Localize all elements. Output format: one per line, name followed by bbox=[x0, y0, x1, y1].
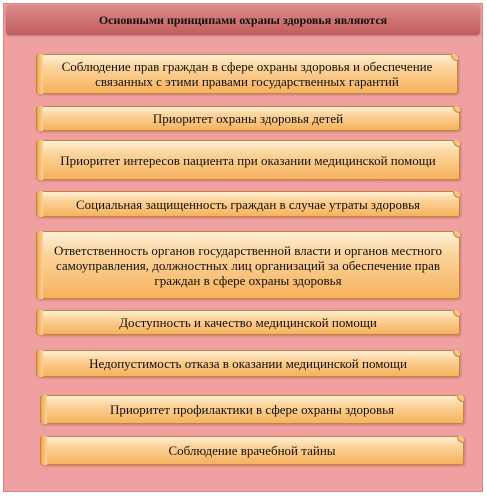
diagram-header bbox=[6, 5, 480, 35]
principle-box-confidentiality bbox=[40, 436, 464, 465]
principle-box-rights bbox=[36, 54, 458, 94]
header-title: Основными принципами охраны здоровья являются bbox=[98, 12, 388, 27]
principle-box-children bbox=[36, 106, 460, 131]
principle-box-patient-interests bbox=[36, 140, 460, 180]
principle-text: Ответственность органов государственной власти и органов местного самоуправления, должностных лиц организаций за обеспечение прав граждан в сфере охраны здоровья bbox=[53, 242, 442, 288]
principle-text: Доступность и качество медицинской помощи bbox=[119, 315, 377, 330]
principle-box-prevention bbox=[40, 395, 464, 424]
principle-box-no-refusal bbox=[36, 350, 460, 377]
principle-text: Недопустимость отказа в оказании медицинской помощи bbox=[89, 356, 407, 371]
principle-text: Соблюдение прав граждан в сфере охраны здоровья и обеспечение связанных с этими правами государственных гарантий bbox=[61, 59, 433, 89]
principle-box-social-protection bbox=[36, 191, 460, 217]
principle-text: Соблюдение врачебной тайны bbox=[168, 443, 336, 458]
principle-box-responsibility bbox=[36, 231, 460, 299]
principle-text: Приоритет охраны здоровья детей bbox=[152, 111, 344, 126]
principle-text: Социальная защищенность граждан в случае утраты здоровья bbox=[75, 196, 420, 212]
principle-text: Приоритет профилактики в сфере охраны здоровья bbox=[109, 402, 395, 417]
principle-text: Приоритет интересов пациента при оказании медицинской помощи bbox=[60, 152, 436, 168]
principle-box-accessibility bbox=[36, 310, 460, 335]
